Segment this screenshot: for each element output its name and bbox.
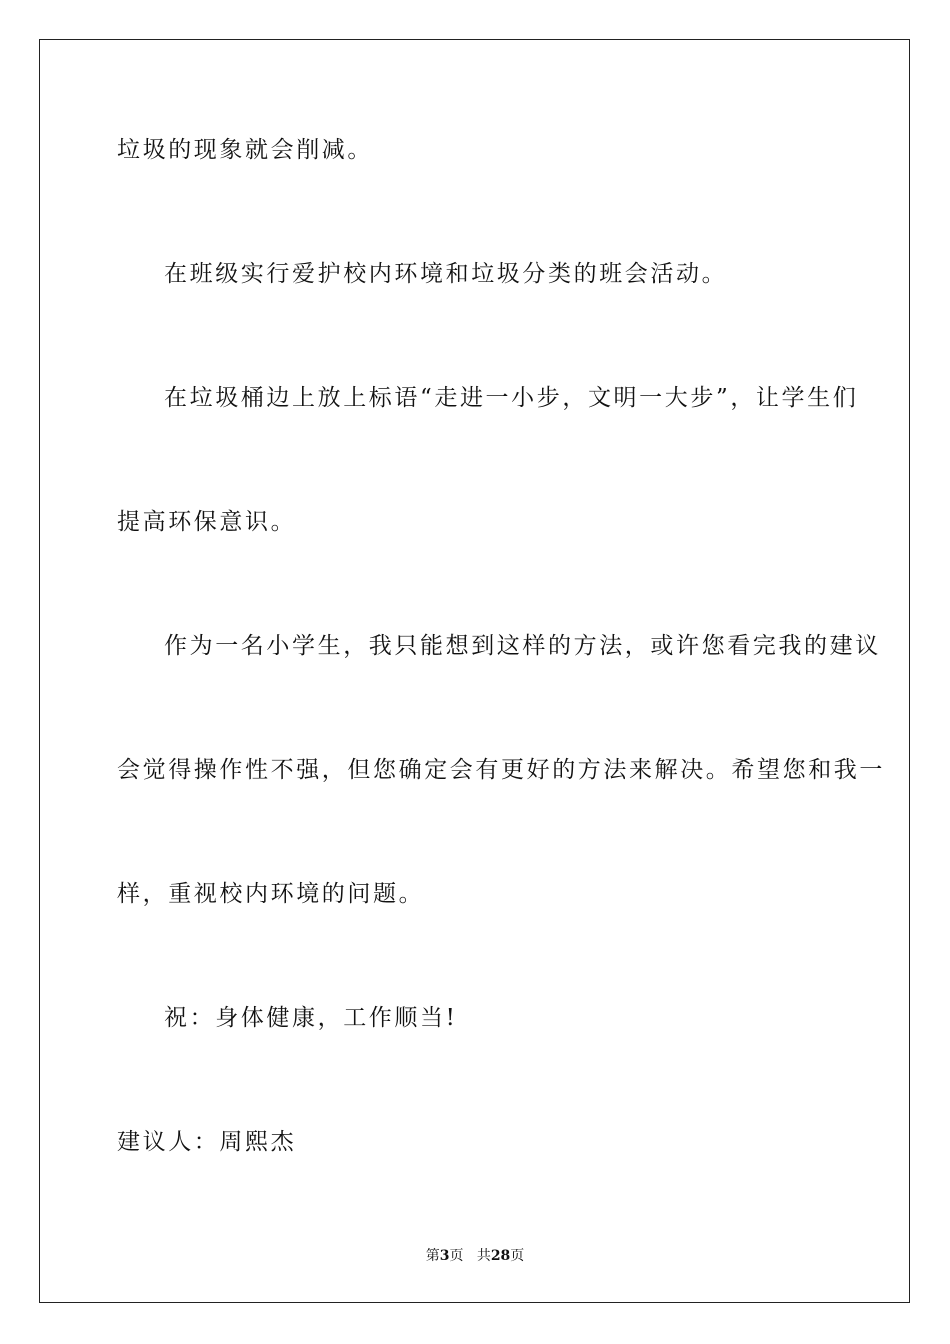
footer-page-prefix: 第 (425, 1248, 440, 1264)
footer-total-pages: 28 (490, 1248, 511, 1264)
footer-total-prefix: 共 (476, 1248, 491, 1264)
footer-page-number: 3 (439, 1248, 450, 1264)
paragraph-line-5: 作为一名小学生，我只能想到这样的方法，或许您看完我的建议 (164, 633, 881, 659)
footer-total-suffix: 页 (510, 1248, 525, 1264)
page-border (39, 39, 910, 1303)
paragraph-line-3: 在垃圾桶边上放上标语“走进一小步，文明一大步”，让学生们 (164, 385, 859, 411)
paragraph-line-6: 会觉得操作性不强，但您确定会有更好的方法来解决。希望您和我一 (117, 757, 885, 783)
page-footer (0, 1247, 950, 1265)
paragraph-line-4: 提高环保意识。 (117, 509, 297, 535)
paragraph-line-2: 在班级实行爱护校内环境和垃圾分类的班会活动。 (164, 261, 728, 287)
closing-wish: 祝：身体健康，工作顺当! (164, 1005, 458, 1031)
signature-line: 建议人：周熙杰 (117, 1129, 297, 1155)
paragraph-line-7: 样，重视校内环境的问题。 (117, 881, 425, 907)
footer-page-suffix: 页 (449, 1248, 464, 1264)
paragraph-line-1: 垃圾的现象就会削减。 (117, 137, 373, 163)
